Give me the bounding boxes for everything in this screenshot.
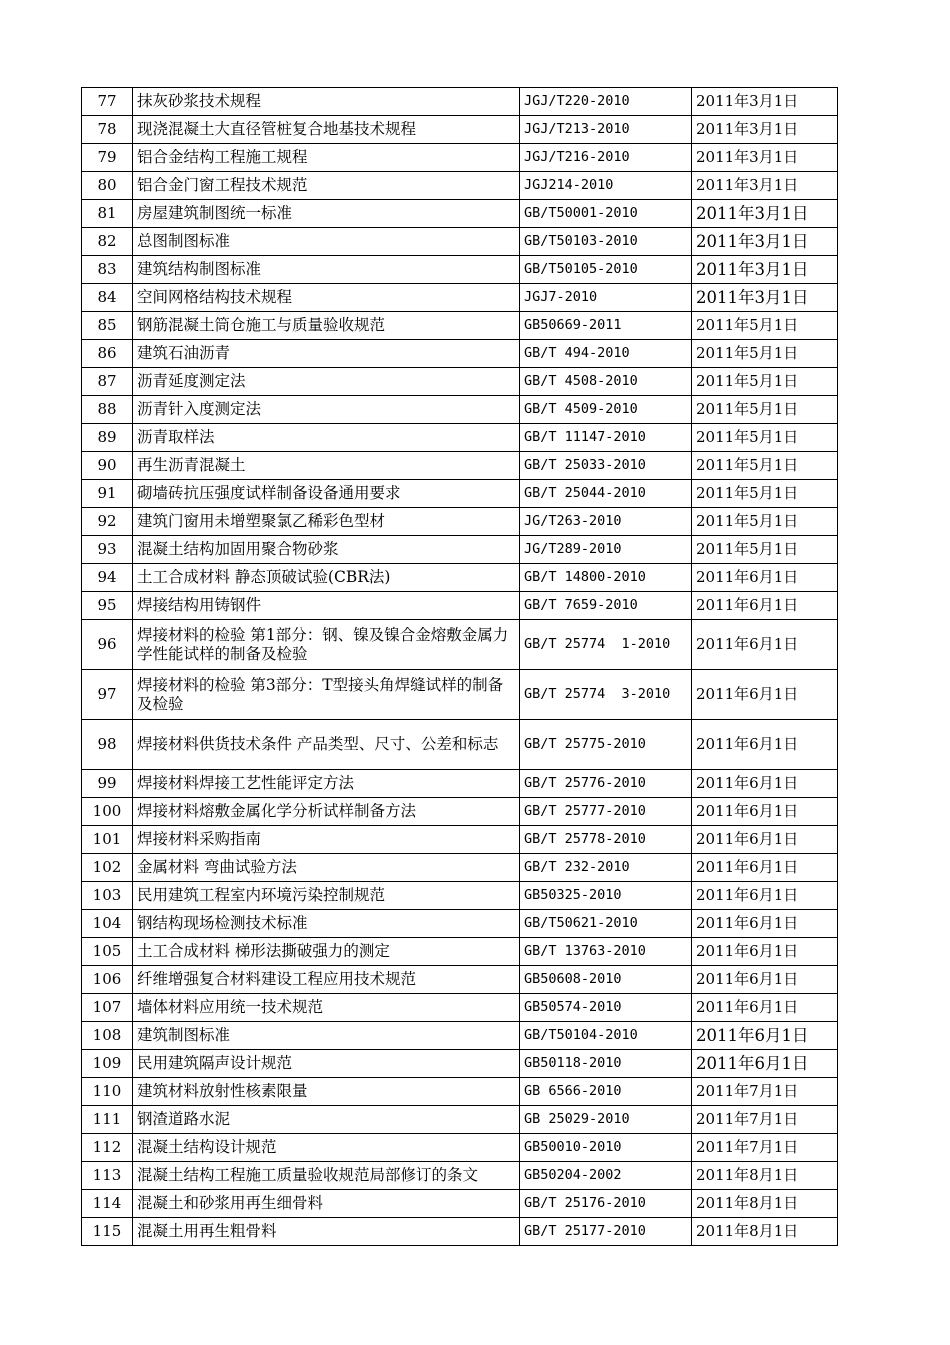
row-number-cell: 109 — [82, 1050, 133, 1078]
standard-code-cell: GB50669-2011 — [520, 312, 692, 340]
effective-date-cell: 2011年7月1日 — [692, 1078, 838, 1106]
standard-name-cell: 钢筋混凝土筒仓施工与质量验收规范 — [133, 312, 520, 340]
standard-name-cell: 沥青针入度测定法 — [133, 396, 520, 424]
standard-code-cell: GB/T 25176-2010 — [520, 1190, 692, 1218]
table-row — [82, 798, 838, 826]
row-number-cell: 114 — [82, 1190, 133, 1218]
table-row — [82, 340, 838, 368]
row-number-cell: 80 — [82, 172, 133, 200]
standard-name-cell: 建筑结构制图标准 — [133, 256, 520, 284]
effective-date-cell: 2011年6月1日 — [692, 966, 838, 994]
standard-code-cell: GB50118-2010 — [520, 1050, 692, 1078]
effective-date-cell: 2011年3月1日 — [692, 284, 838, 312]
effective-date-cell: 2011年5月1日 — [692, 368, 838, 396]
row-number-cell: 92 — [82, 508, 133, 536]
standard-name-cell: 房屋建筑制图统一标准 — [133, 200, 520, 228]
standard-code-cell: GB50010-2010 — [520, 1134, 692, 1162]
standard-code-cell: GB/T50621-2010 — [520, 910, 692, 938]
table-row — [82, 564, 838, 592]
row-number-cell: 108 — [82, 1022, 133, 1050]
standard-code-cell: JG/T263-2010 — [520, 508, 692, 536]
effective-date-cell: 2011年6月1日 — [692, 910, 838, 938]
standard-name-cell: 沥青取样法 — [133, 424, 520, 452]
standard-code-cell: GB/T 4508-2010 — [520, 368, 692, 396]
effective-date-cell: 2011年5月1日 — [692, 536, 838, 564]
standard-name-cell: 沥青延度测定法 — [133, 368, 520, 396]
row-number-cell: 115 — [82, 1218, 133, 1246]
row-number-cell: 87 — [82, 368, 133, 396]
table-row — [82, 620, 838, 670]
row-number-cell: 91 — [82, 480, 133, 508]
effective-date-cell: 2011年3月1日 — [692, 256, 838, 284]
row-number-cell: 98 — [82, 720, 133, 770]
table-row — [82, 116, 838, 144]
standard-code-cell: GB/T 25775-2010 — [520, 720, 692, 770]
table-row — [82, 854, 838, 882]
effective-date-cell: 2011年5月1日 — [692, 452, 838, 480]
effective-date-cell: 2011年7月1日 — [692, 1134, 838, 1162]
standard-name-cell: 混凝土用再生粗骨料 — [133, 1218, 520, 1246]
table-row — [82, 1190, 838, 1218]
standard-name-cell: 混凝土结构加固用聚合物砂浆 — [133, 536, 520, 564]
table-row — [82, 966, 838, 994]
effective-date-cell: 2011年5月1日 — [692, 424, 838, 452]
effective-date-cell: 2011年6月1日 — [692, 670, 838, 720]
effective-date-cell: 2011年3月1日 — [692, 88, 838, 116]
effective-date-cell: 2011年3月1日 — [692, 116, 838, 144]
row-number-cell: 78 — [82, 116, 133, 144]
standard-name-cell: 焊接材料采购指南 — [133, 826, 520, 854]
standard-code-cell: GB/T 25033-2010 — [520, 452, 692, 480]
row-number-cell: 107 — [82, 994, 133, 1022]
table-row — [82, 312, 838, 340]
effective-date-cell: 2011年6月1日 — [692, 770, 838, 798]
row-number-cell: 102 — [82, 854, 133, 882]
standard-code-cell: GB 25029-2010 — [520, 1106, 692, 1134]
standard-name-cell: 建筑制图标准 — [133, 1022, 520, 1050]
standard-code-cell: GB/T 7659-2010 — [520, 592, 692, 620]
standard-code-cell: GB50325-2010 — [520, 882, 692, 910]
standard-name-cell: 再生沥青混凝土 — [133, 452, 520, 480]
standard-code-cell: GB50574-2010 — [520, 994, 692, 1022]
standard-name-cell: 现浇混凝土大直径管桩复合地基技术规程 — [133, 116, 520, 144]
standards-table — [81, 87, 838, 1246]
standard-name-cell: 抹灰砂浆技术规程 — [133, 88, 520, 116]
table-row — [82, 172, 838, 200]
table-row — [82, 508, 838, 536]
standard-name-cell: 土工合成材料 静态顶破试验(CBR法) — [133, 564, 520, 592]
standard-code-cell: GB50608-2010 — [520, 966, 692, 994]
standard-name-cell: 民用建筑隔声设计规范 — [133, 1050, 520, 1078]
row-number-cell: 84 — [82, 284, 133, 312]
effective-date-cell: 2011年8月1日 — [692, 1218, 838, 1246]
standard-code-cell: GB/T 232-2010 — [520, 854, 692, 882]
table-row — [82, 770, 838, 798]
table-row — [82, 1162, 838, 1190]
row-number-cell: 90 — [82, 452, 133, 480]
standard-code-cell: JGJ/T213-2010 — [520, 116, 692, 144]
row-number-cell: 101 — [82, 826, 133, 854]
row-number-cell: 85 — [82, 312, 133, 340]
standard-code-cell: JGJ7-2010 — [520, 284, 692, 312]
row-number-cell: 81 — [82, 200, 133, 228]
effective-date-cell: 2011年8月1日 — [692, 1190, 838, 1218]
standard-name-cell: 金属材料 弯曲试验方法 — [133, 854, 520, 882]
standard-name-cell: 钢结构现场检测技术标准 — [133, 910, 520, 938]
effective-date-cell: 2011年5月1日 — [692, 508, 838, 536]
standard-code-cell: GB/T 25044-2010 — [520, 480, 692, 508]
table-row — [82, 536, 838, 564]
row-number-cell: 82 — [82, 228, 133, 256]
effective-date-cell: 2011年3月1日 — [692, 200, 838, 228]
row-number-cell: 89 — [82, 424, 133, 452]
table-row — [82, 88, 838, 116]
effective-date-cell: 2011年6月1日 — [692, 798, 838, 826]
standard-name-cell: 焊接结构用铸钢件 — [133, 592, 520, 620]
standard-code-cell: GB/T 11147-2010 — [520, 424, 692, 452]
standard-code-cell: GB/T 494-2010 — [520, 340, 692, 368]
table-row — [82, 670, 838, 720]
standard-code-cell: GB/T 14800-2010 — [520, 564, 692, 592]
effective-date-cell: 2011年5月1日 — [692, 396, 838, 424]
table-row — [82, 1078, 838, 1106]
effective-date-cell: 2011年6月1日 — [692, 882, 838, 910]
standard-code-cell: JGJ/T216-2010 — [520, 144, 692, 172]
table-row — [82, 1050, 838, 1078]
standards-table-body — [82, 88, 838, 1246]
row-number-cell: 77 — [82, 88, 133, 116]
table-row — [82, 452, 838, 480]
standard-name-cell: 民用建筑工程室内环境污染控制规范 — [133, 882, 520, 910]
effective-date-cell: 2011年6月1日 — [692, 1050, 838, 1078]
table-row — [82, 592, 838, 620]
table-row — [82, 1106, 838, 1134]
effective-date-cell: 2011年3月1日 — [692, 228, 838, 256]
row-number-cell: 103 — [82, 882, 133, 910]
table-row — [82, 910, 838, 938]
row-number-cell: 93 — [82, 536, 133, 564]
effective-date-cell: 2011年6月1日 — [692, 592, 838, 620]
row-number-cell: 112 — [82, 1134, 133, 1162]
standard-code-cell: GB 6566-2010 — [520, 1078, 692, 1106]
standard-code-cell: GB/T50001-2010 — [520, 200, 692, 228]
effective-date-cell: 2011年6月1日 — [692, 564, 838, 592]
standard-code-cell: GB50204-2002 — [520, 1162, 692, 1190]
table-row — [82, 284, 838, 312]
table-row — [82, 368, 838, 396]
standard-name-cell: 砌墙砖抗压强度试样制备设备通用要求 — [133, 480, 520, 508]
standard-name-cell: 混凝土结构设计规范 — [133, 1134, 520, 1162]
table-row — [82, 256, 838, 284]
standard-code-cell: GB/T 4509-2010 — [520, 396, 692, 424]
table-row — [82, 938, 838, 966]
standard-name-cell: 土工合成材料 梯形法撕破强力的测定 — [133, 938, 520, 966]
row-number-cell: 97 — [82, 670, 133, 720]
standard-code-cell: JGJ214-2010 — [520, 172, 692, 200]
standard-code-cell: GB/T 25177-2010 — [520, 1218, 692, 1246]
standard-name-cell: 铝合金结构工程施工规程 — [133, 144, 520, 172]
table-row — [82, 882, 838, 910]
standard-name-cell: 建筑材料放射性核素限量 — [133, 1078, 520, 1106]
standard-name-cell: 焊接材料的检验 第3部分：T型接头角焊缝试样的制备及检验 — [133, 670, 520, 720]
effective-date-cell: 2011年5月1日 — [692, 312, 838, 340]
effective-date-cell: 2011年7月1日 — [692, 1106, 838, 1134]
standard-name-cell: 铝合金门窗工程技术规范 — [133, 172, 520, 200]
row-number-cell: 88 — [82, 396, 133, 424]
standard-code-cell: GB/T 25774 1-2010 — [520, 620, 692, 670]
row-number-cell: 105 — [82, 938, 133, 966]
standard-name-cell: 钢渣道路水泥 — [133, 1106, 520, 1134]
standard-name-cell: 墙体材料应用统一技术规范 — [133, 994, 520, 1022]
standard-code-cell: JGJ/T220-2010 — [520, 88, 692, 116]
table-row — [82, 720, 838, 770]
effective-date-cell: 2011年3月1日 — [692, 172, 838, 200]
table-row — [82, 228, 838, 256]
table-row — [82, 480, 838, 508]
effective-date-cell: 2011年6月1日 — [692, 720, 838, 770]
effective-date-cell: 2011年5月1日 — [692, 340, 838, 368]
effective-date-cell: 2011年8月1日 — [692, 1162, 838, 1190]
standard-code-cell: GB/T50103-2010 — [520, 228, 692, 256]
table-row — [82, 200, 838, 228]
effective-date-cell: 2011年6月1日 — [692, 620, 838, 670]
standard-code-cell: JG/T289-2010 — [520, 536, 692, 564]
effective-date-cell: 2011年6月1日 — [692, 938, 838, 966]
effective-date-cell: 2011年6月1日 — [692, 826, 838, 854]
standard-code-cell: GB/T 25776-2010 — [520, 770, 692, 798]
table-row — [82, 1218, 838, 1246]
effective-date-cell: 2011年6月1日 — [692, 854, 838, 882]
row-number-cell: 79 — [82, 144, 133, 172]
standard-code-cell: GB/T 25778-2010 — [520, 826, 692, 854]
row-number-cell: 95 — [82, 592, 133, 620]
standard-name-cell: 建筑石油沥青 — [133, 340, 520, 368]
table-row — [82, 994, 838, 1022]
table-row — [82, 1134, 838, 1162]
standard-code-cell: GB/T50104-2010 — [520, 1022, 692, 1050]
standard-name-cell: 焊接材料供货技术条件 产品类型、尺寸、公差和标志 — [133, 720, 520, 770]
standard-name-cell: 混凝土结构工程施工质量验收规范局部修订的条文 — [133, 1162, 520, 1190]
row-number-cell: 96 — [82, 620, 133, 670]
table-row — [82, 1022, 838, 1050]
effective-date-cell: 2011年6月1日 — [692, 994, 838, 1022]
standard-name-cell: 空间网格结构技术规程 — [133, 284, 520, 312]
effective-date-cell: 2011年6月1日 — [692, 1022, 838, 1050]
standard-name-cell: 焊接材料熔敷金属化学分析试样制备方法 — [133, 798, 520, 826]
effective-date-cell: 2011年5月1日 — [692, 480, 838, 508]
row-number-cell: 106 — [82, 966, 133, 994]
table-row — [82, 424, 838, 452]
standard-name-cell: 焊接材料焊接工艺性能评定方法 — [133, 770, 520, 798]
effective-date-cell: 2011年3月1日 — [692, 144, 838, 172]
table-row — [82, 144, 838, 172]
standard-code-cell: GB/T50105-2010 — [520, 256, 692, 284]
table-row — [82, 396, 838, 424]
row-number-cell: 111 — [82, 1106, 133, 1134]
standard-name-cell: 总图制图标准 — [133, 228, 520, 256]
standard-code-cell: GB/T 25777-2010 — [520, 798, 692, 826]
standard-code-cell: GB/T 13763-2010 — [520, 938, 692, 966]
row-number-cell: 86 — [82, 340, 133, 368]
row-number-cell: 100 — [82, 798, 133, 826]
row-number-cell: 113 — [82, 1162, 133, 1190]
standard-name-cell: 混凝土和砂浆用再生细骨料 — [133, 1190, 520, 1218]
row-number-cell: 83 — [82, 256, 133, 284]
standard-code-cell: GB/T 25774 3-2010 — [520, 670, 692, 720]
table-row — [82, 826, 838, 854]
row-number-cell: 94 — [82, 564, 133, 592]
standard-name-cell: 建筑门窗用未增塑聚氯乙稀彩色型材 — [133, 508, 520, 536]
row-number-cell: 104 — [82, 910, 133, 938]
row-number-cell: 110 — [82, 1078, 133, 1106]
standard-name-cell: 纤维增强复合材料建设工程应用技术规范 — [133, 966, 520, 994]
row-number-cell: 99 — [82, 770, 133, 798]
standard-name-cell: 焊接材料的检验 第1部分：钢、镍及镍合金熔敷金属力学性能试样的制备及检验 — [133, 620, 520, 670]
